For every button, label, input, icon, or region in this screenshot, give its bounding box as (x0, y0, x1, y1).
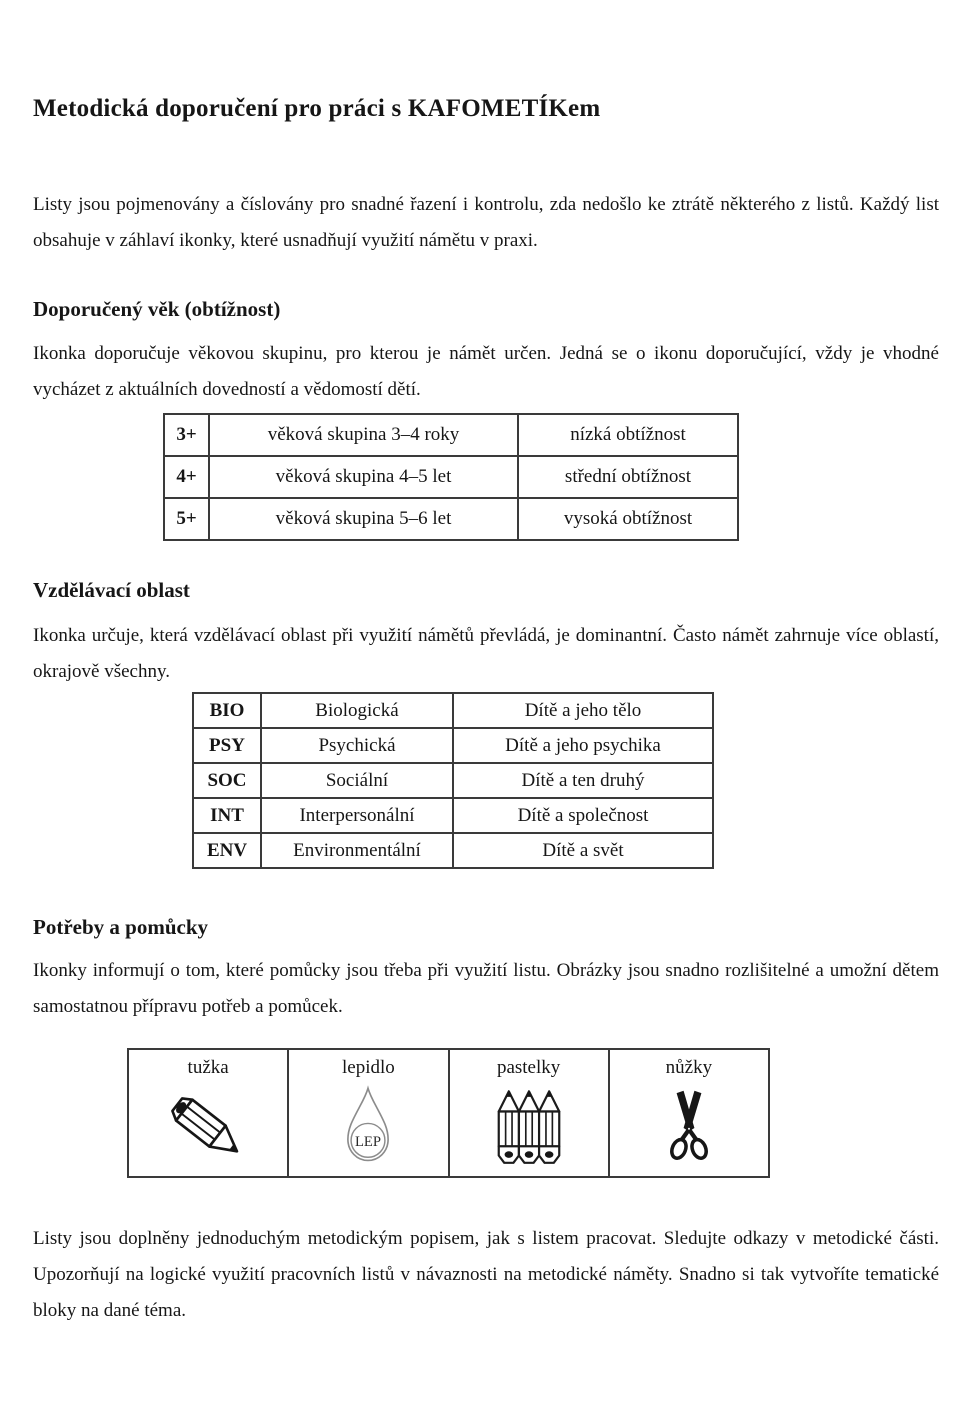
tools-section-paragraph: Ikonky informují o tom, které pomůcky jsou třeba při využití listu. Obrázky jsou snadno rozlišitelné a umožní dětem samostatnou přípravu potřeb a pomůcek. (33, 960, 939, 1017)
area-code: ENV (193, 833, 261, 868)
tool-cell-scissors (609, 1049, 769, 1177)
table-row (193, 833, 713, 868)
tool-label: pastelky (496, 1056, 561, 1078)
glue-label-text: LEP (355, 1133, 382, 1150)
area-name: Environmentální (261, 833, 453, 868)
area-name: Interpersonální (261, 798, 453, 833)
tool-label: lepidlo (341, 1056, 395, 1078)
area-code: BIO (193, 693, 261, 728)
scissors-icon (610, 1081, 768, 1175)
age-difficulty: nízká obtížnost (518, 414, 738, 456)
table-row (164, 498, 738, 540)
closing-paragraph: Listy jsou doplněny jednoduchým metodickým popisem, jak s listem pracovat. Sledujte odkazy v metodické části. Upozorňují na logické využití pracovních listů v návaznosti na metodické náměty. Snadno si tak vytvoříte tematické bloky na dané téma. (33, 1228, 939, 1321)
age-badge: 4+ (164, 456, 209, 498)
table-row (193, 763, 713, 798)
area-domain: Dítě a jeho tělo (453, 693, 713, 728)
tool-cell-pencil (128, 1049, 288, 1177)
intro-paragraph: Listy jsou pojmenovány a číslovány pro snadné řazení i kontrolu, zda nedošlo ke ztrátě některého z listů. Každý list obsahuje v záhlaví ikonky, které usnadňují využití námětu v praxi. (33, 194, 939, 251)
crayons-icon (450, 1081, 608, 1175)
age-difficulty: vysoká obtížnost (518, 498, 738, 540)
area-name: Sociální (261, 763, 453, 798)
area-code: INT (193, 798, 261, 833)
pencil-icon (129, 1081, 287, 1175)
area-domain: Dítě a jeho psychika (453, 728, 713, 763)
age-badge: 5+ (164, 498, 209, 540)
tool-cell-glue (288, 1049, 448, 1177)
page-title: Metodická doporučení pro práci s KAFOMETÍKem (33, 95, 601, 122)
area-domain: Dítě a společnost (453, 798, 713, 833)
area-name: Psychická (261, 728, 453, 763)
education-area-table (192, 692, 714, 869)
area-name: Biologická (261, 693, 453, 728)
table-row (128, 1049, 769, 1177)
age-difficulty-table (163, 413, 739, 541)
age-difficulty: střední obtížnost (518, 456, 738, 498)
area-code: PSY (193, 728, 261, 763)
glue-drop-icon (289, 1081, 447, 1175)
area-code: SOC (193, 763, 261, 798)
table-row (193, 693, 713, 728)
area-section-paragraph: Ikonka určuje, která vzdělávací oblast při využití námětů převládá, je dominantní. Často námět zahrnuje více oblastí, okrajově všechny. (33, 625, 939, 682)
tool-cell-crayons (449, 1049, 609, 1177)
age-badge: 3+ (164, 414, 209, 456)
table-row (193, 728, 713, 763)
table-row (193, 798, 713, 833)
tool-label: tužka (187, 1056, 229, 1078)
table-row (164, 456, 738, 498)
section-heading-area: Vzdělávací oblast (33, 578, 190, 602)
age-section-paragraph: Ikonka doporučuje věkovou skupinu, pro kterou je námět určen. Jedná se o ikonu doporučující, vždy je vhodné vycházet z aktuálních dovedností a vědomostí dětí. (33, 343, 939, 400)
section-heading-tools: Potřeby a pomůcky (33, 915, 208, 939)
tool-label: nůžky (665, 1056, 713, 1078)
section-heading-age: Doporučený věk (obtížnost) (33, 297, 281, 321)
age-group: věková skupina 5–6 let (209, 498, 518, 540)
table-row (164, 414, 738, 456)
area-domain: Dítě a svět (453, 833, 713, 868)
area-domain: Dítě a ten druhý (453, 763, 713, 798)
tools-icons-table (127, 1048, 770, 1178)
age-group: věková skupina 3–4 roky (209, 414, 518, 456)
age-group: věková skupina 4–5 let (209, 456, 518, 498)
